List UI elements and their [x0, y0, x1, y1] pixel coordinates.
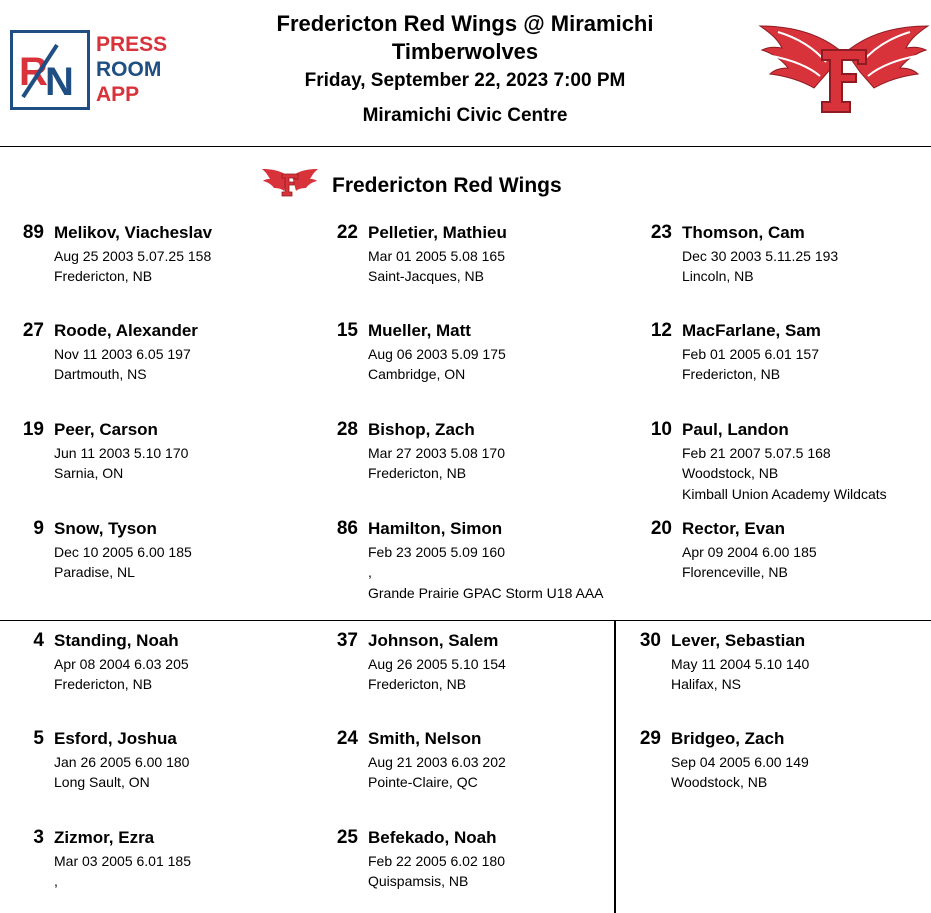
player-name: Bishop, Zach: [368, 420, 475, 439]
player-details: [368, 246, 505, 286]
player-stats: Apr 09 2004 6.00 185: [682, 544, 817, 560]
player-number: 27: [22, 320, 44, 341]
player-name: Bridgeo, Zach: [671, 729, 785, 748]
player-name: Paul, Landon: [682, 420, 789, 439]
player-name: Peer, Carson: [54, 420, 158, 439]
player-hometown: Fredericton, NB: [682, 366, 781, 382]
player-number: 3: [33, 827, 44, 848]
player-stats: Feb 23 2005 5.09 160: [368, 544, 506, 560]
game-date: Friday, September 22, 2023 7:00 PM: [304, 70, 626, 91]
player-stats: Aug 26 2005 5.10 154: [368, 656, 506, 672]
player-name: Snow, Tyson: [54, 519, 157, 538]
player-stats: May 11 2004 5.10 140: [671, 656, 810, 672]
player-number: 10: [650, 419, 672, 440]
player-name: Roode, Alexander: [54, 321, 198, 340]
player-details: [682, 443, 831, 483]
game-title-line-1: Fredericton Red Wings @ Miramichi: [276, 11, 654, 36]
player-stats: Aug 06 2003 5.09 175: [368, 346, 506, 362]
player-number: 23: [650, 222, 672, 243]
player-name: Standing, Noah: [54, 631, 179, 650]
player-details: [368, 654, 506, 694]
player-hometown: Fredericton, NB: [368, 465, 467, 481]
player-name: Melikov, Viacheslav: [54, 223, 213, 242]
player-stats: Feb 01 2005 6.01 157: [682, 346, 820, 362]
player-number: 30: [639, 630, 661, 651]
player-hometown: Fredericton, NB: [54, 676, 153, 692]
red-wings-logo-icon: [758, 22, 930, 118]
player-number: 24: [336, 728, 358, 749]
player-name: Pelletier, Mathieu: [368, 223, 507, 242]
player-details: [671, 654, 809, 694]
player-stats: Mar 01 2005 5.08 165: [368, 248, 505, 264]
player-number: 22: [336, 222, 358, 243]
player-stats: Mar 03 2005 6.01 185: [54, 853, 191, 869]
player-details: [54, 851, 191, 891]
player-stats: Feb 21 2007 5.07.5 168: [682, 445, 831, 461]
player-name: Befekado, Noah: [368, 828, 497, 847]
player-hometown: Quispamsis, NB: [368, 873, 469, 889]
logo-badge: [10, 30, 90, 110]
player-details: [54, 443, 188, 483]
logo-wordmark: [96, 32, 167, 107]
player-name: Thomson, Cam: [682, 223, 805, 242]
header-divider: [0, 146, 931, 147]
game-header: [230, 10, 700, 129]
player-stats: Dec 10 2005 6.00 185: [54, 544, 192, 560]
player-name: Lever, Sebastian: [671, 631, 806, 650]
player-name: Mueller, Matt: [368, 321, 471, 340]
player-hometown: ,: [54, 873, 58, 889]
player-number: 20: [650, 518, 672, 539]
player-stats: Feb 22 2005 6.02 180: [368, 853, 506, 869]
player-hometown: Fredericton, NB: [54, 268, 153, 284]
player-hometown: Woodstock, NB: [682, 465, 779, 481]
player-stats: Mar 27 2003 5.08 170: [368, 445, 505, 461]
logo-word-3: APP: [96, 83, 140, 106]
logo-word-1: PRESS: [96, 33, 168, 56]
player-hometown: Long Sault, ON: [54, 774, 150, 790]
player-details: [54, 344, 191, 384]
player-number: 28: [336, 419, 358, 440]
player-details: [682, 542, 817, 582]
logo-word-2: ROOM: [96, 58, 162, 81]
player-hometown: Sarnia, ON: [54, 465, 124, 481]
player-details: [671, 752, 809, 792]
player-hometown: Cambridge, ON: [368, 366, 466, 382]
player-number: 5: [33, 728, 44, 749]
player-name: MacFarlane, Sam: [682, 321, 821, 340]
player-number: 86: [336, 518, 358, 539]
player-number: 25: [336, 827, 358, 848]
game-title-line-2: Timberwolves: [391, 39, 539, 64]
player-name: Esford, Joshua: [54, 729, 177, 748]
player-stats: Aug 25 2003 5.07.25 158: [54, 248, 212, 264]
player-details: [54, 246, 211, 286]
press-room-app-logo: [10, 30, 180, 112]
player-number: 12: [650, 320, 672, 341]
player-details: [54, 654, 189, 694]
player-hometown: Lincoln, NB: [682, 268, 754, 284]
player-hometown: Halifax, NS: [671, 676, 742, 692]
rn-logo-icon: [17, 37, 83, 103]
player-stats: Nov 11 2003 6.05 197: [54, 346, 191, 362]
game-venue: Miramichi Civic Centre: [362, 105, 568, 126]
player-stats: Apr 08 2004 6.03 205: [54, 656, 189, 672]
player-name: Johnson, Salem: [368, 631, 499, 650]
player-details: [368, 443, 505, 483]
player-details: [368, 542, 505, 582]
player-details: [368, 344, 506, 384]
player-number: 89: [22, 222, 44, 243]
player-hometown: Fredericton, NB: [368, 676, 467, 692]
player-number: 15: [336, 320, 358, 341]
red-wings-small-logo-icon: [262, 168, 318, 198]
goalie-divider: [614, 620, 616, 913]
player-team-note: Kimball Union Academy Wildcats: [682, 486, 887, 502]
player-stats: Aug 21 2003 6.03 202: [368, 754, 506, 770]
player-details: [682, 246, 838, 286]
player-hometown: Pointe-Claire, QC: [368, 774, 478, 790]
player-details: [368, 851, 505, 891]
player-stats: Dec 30 2003 5.11.25 193: [682, 248, 839, 264]
player-team-note: Grande Prairie GPAC Storm U18 AAA: [368, 585, 604, 601]
player-number: 19: [22, 419, 44, 440]
player-details: [54, 752, 189, 792]
logo-badge-text-n: N: [45, 60, 74, 103]
player-hometown: Woodstock, NB: [671, 774, 768, 790]
player-name: Rector, Evan: [682, 519, 785, 538]
player-name: Hamilton, Simon: [368, 519, 503, 538]
player-details: [682, 344, 819, 384]
section-divider: [0, 620, 931, 621]
player-hometown: Florenceville, NB: [682, 564, 788, 580]
player-number: 37: [336, 630, 358, 651]
player-name: Zizmor, Ezra: [54, 828, 155, 847]
player-stats: Jan 26 2005 6.00 180: [54, 754, 190, 770]
player-stats: Sep 04 2005 6.00 149: [671, 754, 809, 770]
player-number: 4: [33, 630, 44, 651]
team-name: Fredericton Red Wings: [332, 174, 562, 197]
player-details: [368, 752, 506, 792]
player-details: [54, 542, 192, 582]
player-hometown: Dartmouth, NS: [54, 366, 147, 382]
logo-badge-text-r: R: [19, 50, 48, 94]
player-number: 9: [33, 518, 44, 539]
player-hometown: ,: [368, 564, 372, 580]
player-hometown: Paradise, NL: [54, 564, 135, 580]
player-name: Smith, Nelson: [368, 729, 482, 748]
player-hometown: Saint-Jacques, NB: [368, 268, 484, 284]
player-number: 29: [639, 728, 661, 749]
player-stats: Jun 11 2003 5.10 170: [54, 445, 189, 461]
